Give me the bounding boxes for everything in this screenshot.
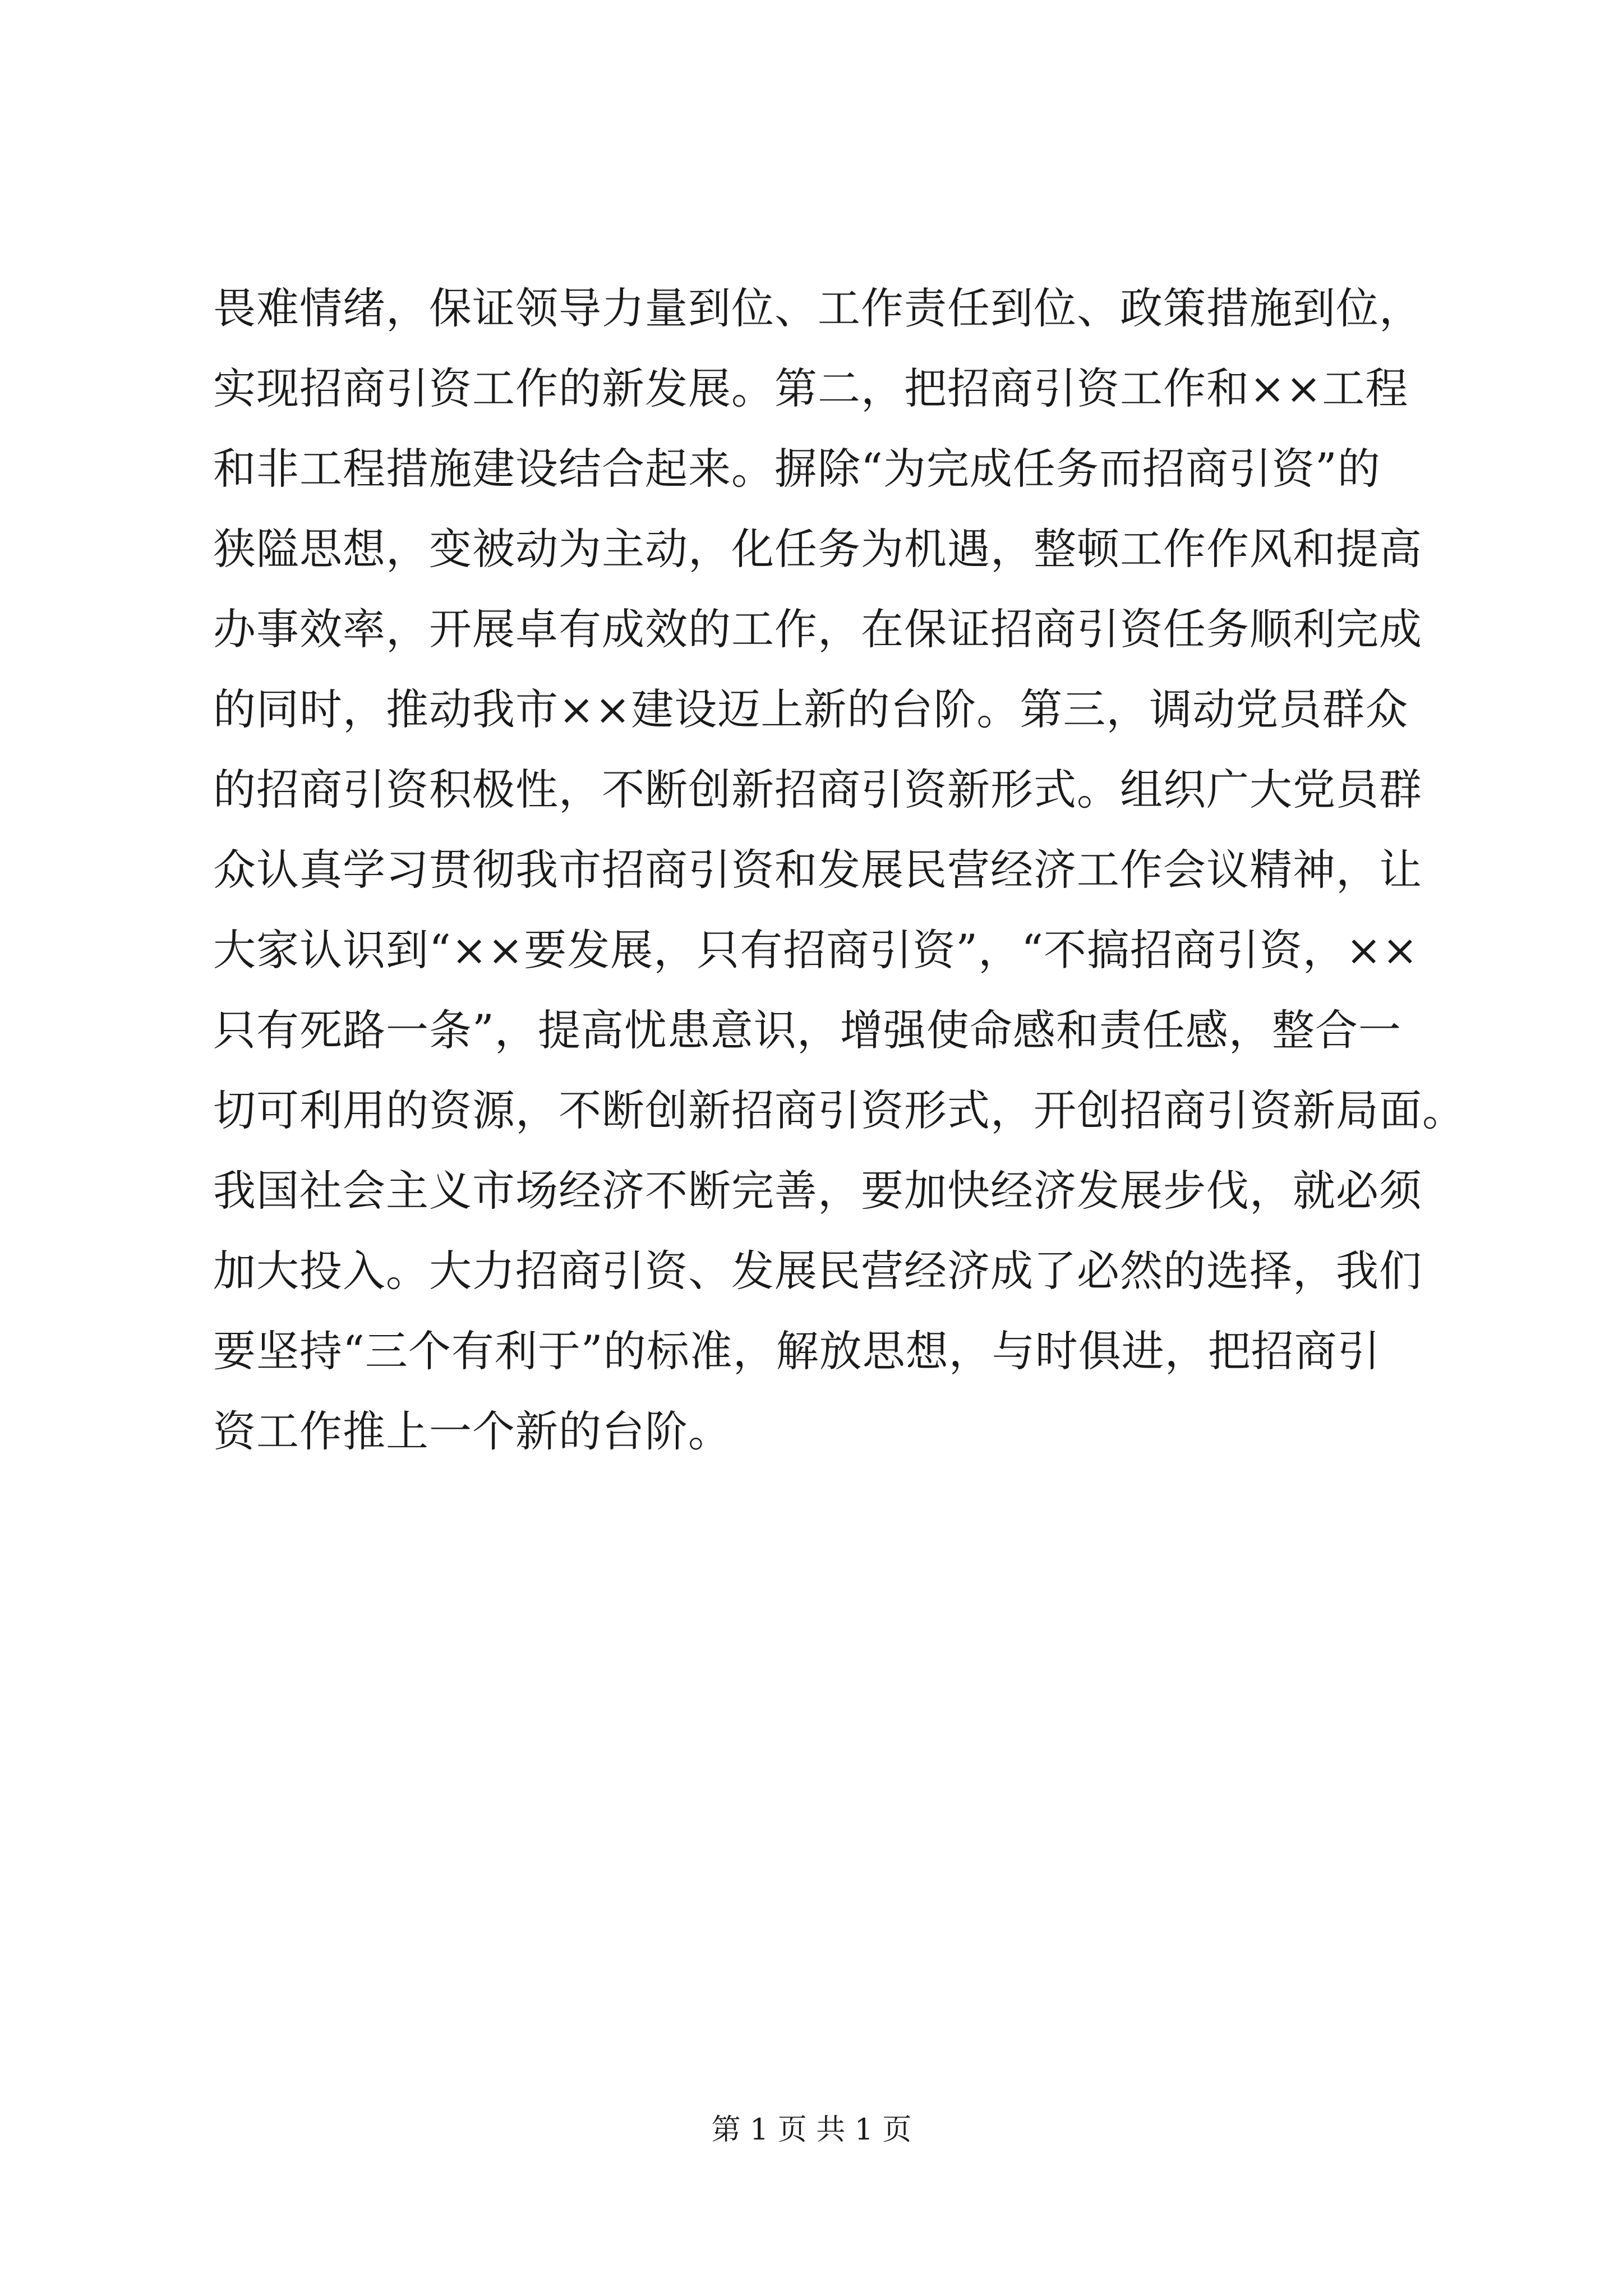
text-line: 资工作推上一个新的台阶。	[213, 1406, 731, 1456]
body-text	[213, 268, 1465, 1471]
text-line: 众认真学习贯彻我市招商引资和发展民营经济工作会议精神，让	[213, 845, 1422, 895]
text-line: 办事效率，开展卓有成效的工作，在保证招商引资任务顺利完成	[213, 604, 1422, 654]
text-line: 我国社会主义市场经济不断完善，要加快经济发展步伐，就必须	[213, 1166, 1422, 1216]
text-line: 只有死路一条”，提高忧患意识，增强使命感和责任感，整合一	[213, 1005, 1401, 1055]
text-line: 加大投入。大力招商引资、发展民营经济成了必然的选择，我们	[213, 1246, 1422, 1296]
text-line: 的同时，推动我市××建设迈上新的台阶。第三，调动党员群众	[213, 684, 1409, 734]
page-footer	[0, 2110, 1623, 2150]
text-line: 要坚持“三个有利于”的标准，解放思想，与时俱进，把招商引	[213, 1326, 1381, 1376]
page-number: 第 1 页 共 1 页	[711, 2113, 912, 2147]
text-line: 和非工程措施建设结合起来。摒除“为完成任务而招商引资”的	[213, 444, 1381, 494]
text-line: 实现招商引资工作的新发展。第二，把招商引资工作和××工程	[213, 364, 1409, 413]
text-line: 狭隘思想，变被动为主动，化任务为机遇，整顿工作作风和提高	[213, 524, 1422, 574]
text-line: 大家认识到“××要发展，只有招商引资”，“不搞招商引资，××	[213, 925, 1419, 975]
text-line: 切可利用的资源，不断创新招商引资形式，开创招商引资新局面。	[213, 1085, 1465, 1135]
text-line: 畏难情绪，保证领导力量到位、工作责任到位、政策措施到位，	[213, 283, 1422, 333]
text-line: 的招商引资积极性，不断创新招商引资新形式。组织广大党员群	[213, 765, 1422, 815]
